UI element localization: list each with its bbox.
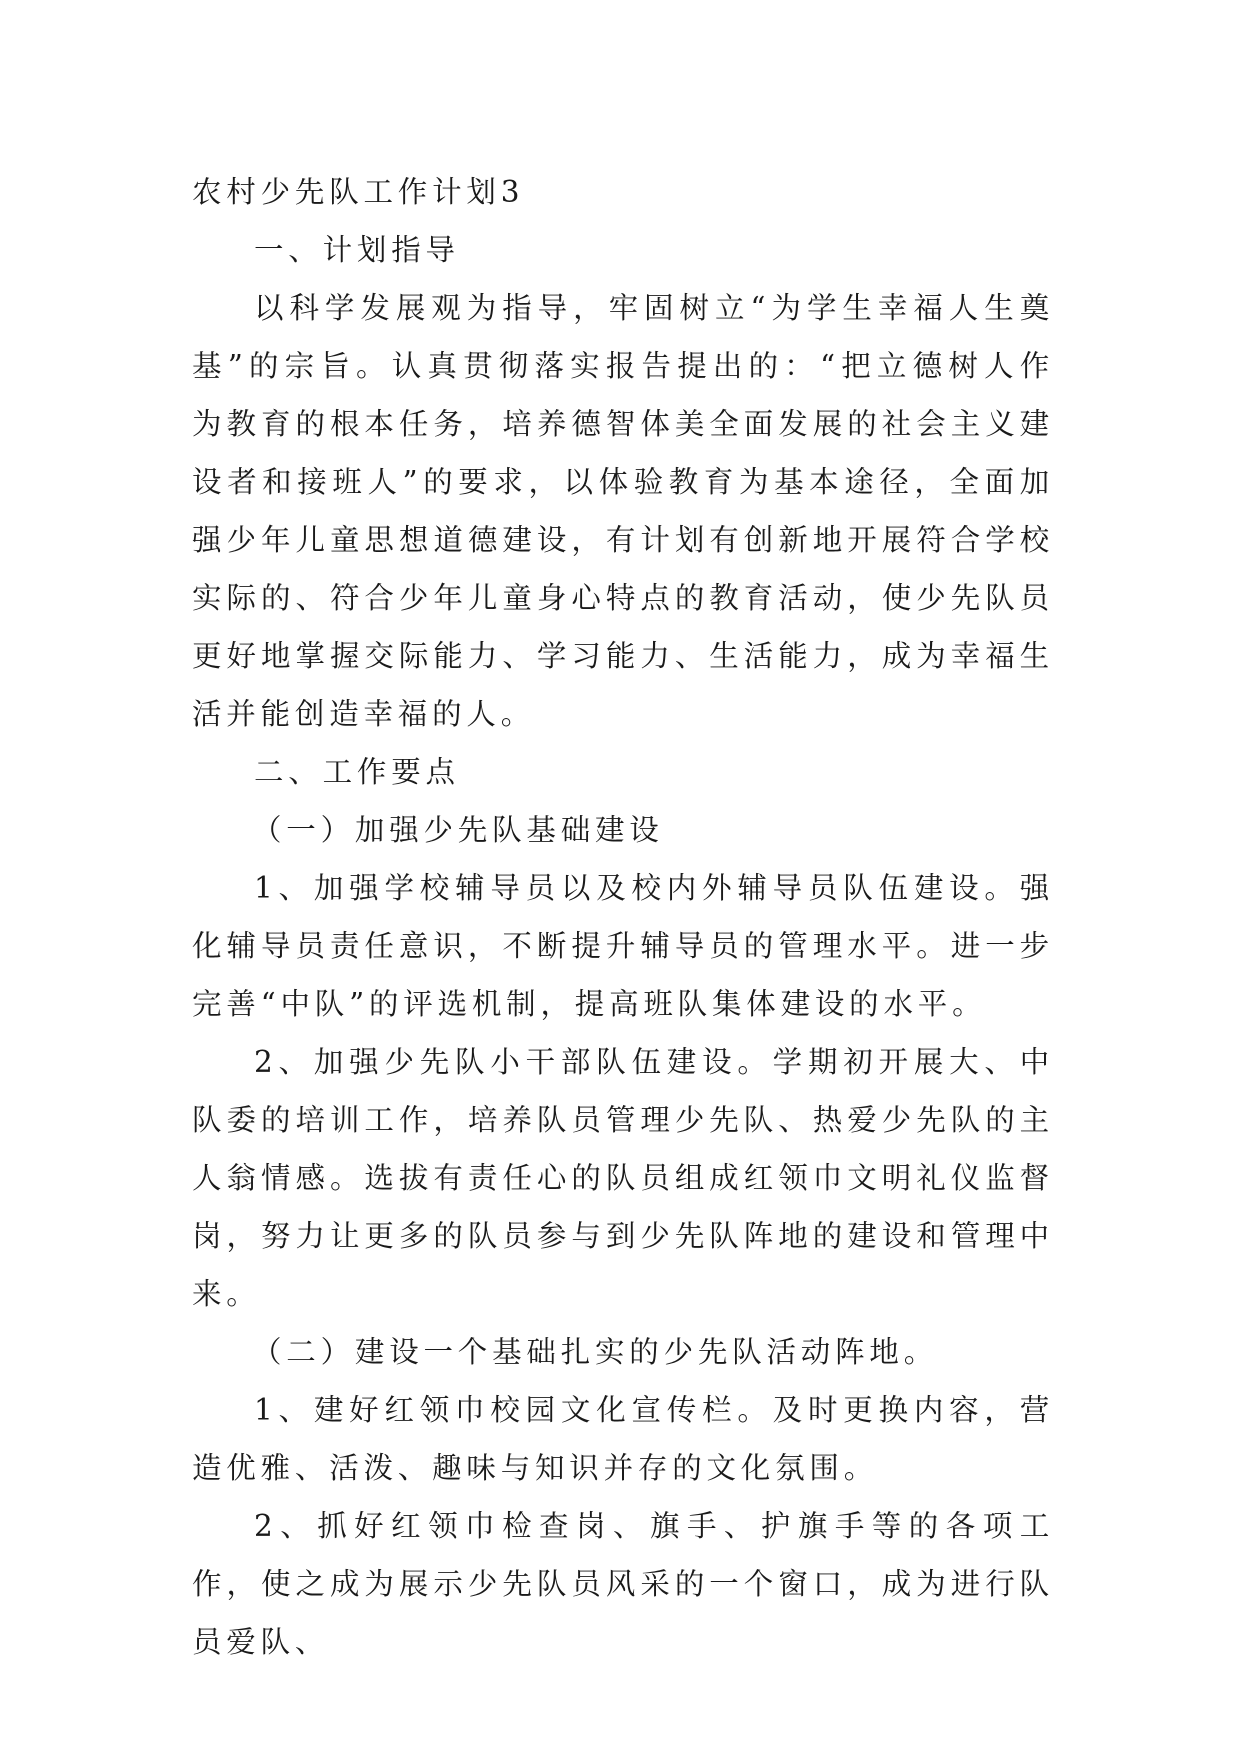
paragraph-flag-duty: 2、抓好红领巾检查岗、旗手、护旗手等的各项工作，使之成为展示少先队员风采的一个窗口，成为进行队员爱队、	[192, 1509, 1054, 1659]
paragraph-guidance: 以科学发展观为指导，牢固树立“为学生幸福人生奠基”的宗旨。认真贯彻落实报告提出的：“把立德树人作为教育的根本任务，培养德智体美全面发展的社会主义建设者和接班人”的要求，以体验教育为基本途径，全面加强少年儿童思想道德建设，有计划有创新地开展符合学校实际的、符合少年儿童身心特点的教育活动，使少先队员更好地掌握交际能力、学习能力、生活能力，成为幸福生活并能创造幸福的人。	[192, 291, 1054, 731]
document-title: 农村少先队工作计划3	[192, 175, 525, 209]
document-body	[192, 163, 1054, 1671]
paragraph-cadre-team: 2、加强少先队小干部队伍建设。学期初开展大、中队委的培训工作，培养队员管理少先队、热爱少先队的主人翁情感。选拔有责任心的队员组成红领巾文明礼仪监督岗，努力让更多的队员参与到少先队阵地的建设和管理中来。	[192, 1045, 1054, 1311]
subsection-heading-foundation: （一）加强少先队基础建设	[252, 813, 664, 847]
section-heading-guidance: 一、计划指导	[254, 233, 460, 267]
subsection-heading-activity-base: （二）建设一个基础扎实的少先队活动阵地。	[252, 1335, 939, 1369]
section-heading-key-points: 二、工作要点	[254, 755, 460, 789]
paragraph-bulletin-board: 1、建好红领巾校园文化宣传栏。及时更换内容，营造优雅、活泼、趣味与知识并存的文化氛围。	[192, 1393, 1054, 1485]
paragraph-counselor-team: 1、加强学校辅导员以及校内外辅导员队伍建设。强化辅导员责任意识，不断提升辅导员的管理水平。进一步完善“中队”的评选机制，提高班队集体建设的水平。	[192, 871, 1054, 1021]
